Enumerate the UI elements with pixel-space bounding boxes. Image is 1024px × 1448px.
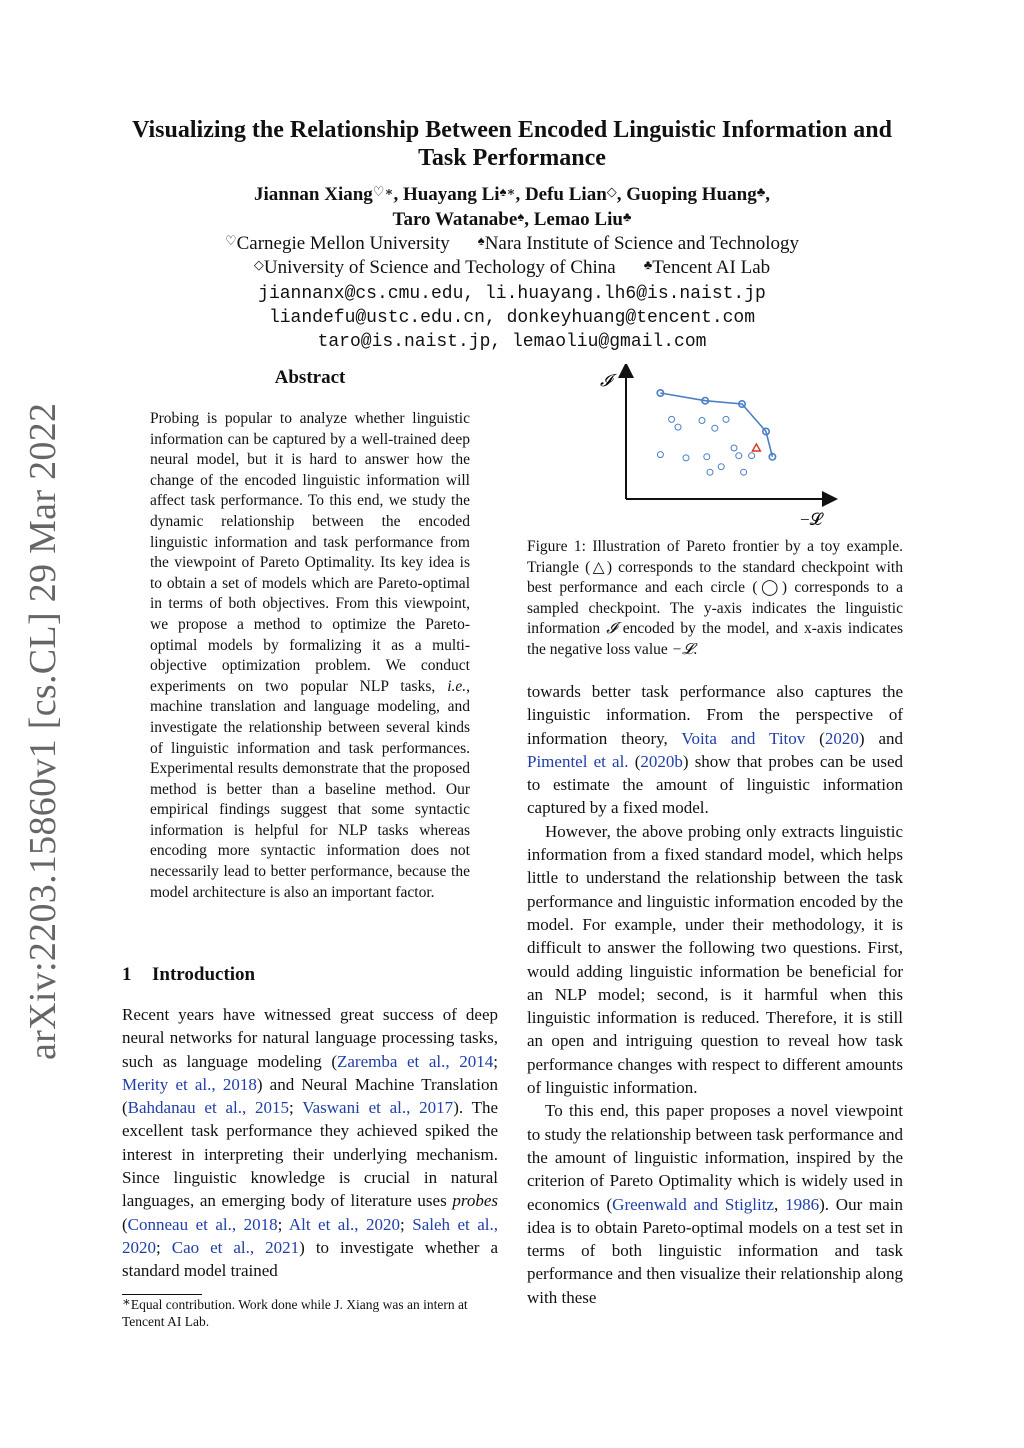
section-heading-introduction [122, 964, 255, 986]
citation-link[interactable]: 2020 [824, 728, 859, 748]
checkpoint-point [657, 452, 663, 458]
checkpoint-point [749, 453, 755, 459]
x-axis-label: −𝓛 [800, 510, 822, 529]
paragraph: However, the above probing only extracts linguistic information from a fixed standard model, which helps little to understand the relationship between the task performance and linguistic information encoded by the model. For example, under their methodology, it is difficult to answer the following two questions. First, would adding linguistic information be beneficial for an NLP model; second, is it harmful when this linguistic information is reduced. Therefore, it is still an open and intriguing question to reveal how task performance changes with respect to different amounts of linguistic information. [527, 821, 903, 1098]
author-mark: ♣ [622, 209, 632, 224]
affiliation-mark: ♡ [224, 233, 237, 248]
pareto-frontier-line [660, 393, 772, 457]
checkpoint-point [741, 469, 747, 475]
email-line[interactable]: liandefu@ustc.edu.cn, donkeyhuang@tencent.com [268, 308, 756, 328]
affiliation-line-2 [110, 256, 914, 280]
citation-link[interactable]: Voita and Titov [681, 728, 806, 748]
standard-checkpoint-marker [752, 444, 760, 451]
citation-link[interactable]: Alt et al., 2020 [288, 1214, 401, 1234]
checkpoint-point [723, 416, 729, 422]
arxiv-stamp: arXiv:2203.15860v1 [cs.CL] 29 Mar 2022 [22, 402, 64, 1060]
citation-link[interactable]: Conneau et al., 2018 [127, 1214, 278, 1234]
footnote [122, 1296, 498, 1330]
footnote-text: Equal contribution. Work done while J. Xiang was an intern at Tencent AI Lab. [122, 1297, 468, 1329]
checkpoint-point [712, 425, 718, 431]
checkpoint-point [731, 445, 737, 451]
author-name: Huayang Li [402, 184, 500, 205]
checkpoint-point [707, 469, 713, 475]
affiliation-mark: ♣ [643, 257, 653, 272]
citation-link[interactable]: Merity et al., 2018 [122, 1074, 257, 1094]
affiliation-name: Tencent AI Lab [652, 257, 771, 278]
author-sep: , [524, 209, 534, 230]
affiliation-name: University of Science and Techology of China [263, 257, 616, 278]
author-line-2 [110, 207, 914, 232]
author-list [110, 182, 914, 232]
caption-symbol: −𝓛 [671, 640, 694, 658]
author-sep: , [616, 184, 627, 205]
citation-link[interactable]: 1986 [785, 1194, 820, 1214]
intro-paragraph: Recent years have witnessed great success of deep neural networks for natural language processing tasks, such as language modeling (Zaremba et al., 2014; Merity et al., 2018) and Neural Machine Translation (Bahdanau et al., 2015; Vaswani et al., 2017). The excellent task performance they achieved spiked the interest in interpreting their underlying mechanism. Since linguistic knowledge is crucial in natural languages, an emerging body of literature uses probes (Conneau et al., 2018; Alt et al., 2020; Saleh et al., 2020; Cao et al., 2021) to investigate whether a standard model trained [122, 1005, 499, 1281]
author-mark: ♠∗ [499, 184, 516, 199]
author-mark: ◇ [606, 184, 617, 199]
caption-symbol: 𝓘 [606, 620, 617, 638]
abstract-ie: i.e. [447, 677, 467, 695]
affiliation-name: Nara Institute of Science and Technology [484, 233, 800, 254]
citation-link[interactable]: Saleh et al., 2020 [122, 1214, 498, 1257]
checkpoint-point [736, 453, 742, 459]
author-sep: , [515, 184, 525, 205]
y-axis-label: 𝓘 [600, 371, 612, 390]
checkpoint-point [675, 424, 681, 430]
author-sep: , [765, 184, 770, 205]
checkpoint-point [699, 418, 705, 424]
author-name: Jiannan Xiang [254, 184, 373, 205]
checkpoint-point [669, 416, 675, 422]
author-name: Guoping Huang [626, 184, 757, 205]
checkpoint-point [718, 464, 724, 470]
author-name: Taro Watanabe [392, 209, 518, 230]
citation-link[interactable]: Greenwald and Stiglitz [612, 1194, 775, 1214]
affiliation-name: Carnegie Mellon University [236, 233, 450, 254]
affiliation-line-1 [110, 232, 914, 256]
author-line-1 [110, 182, 914, 207]
checkpoint-point [683, 455, 689, 461]
abstract-heading: Abstract [274, 367, 346, 388]
emphasis-probes: probes [452, 1191, 498, 1211]
section-number: 1 [122, 964, 132, 985]
author-name: Lemao Liu [533, 209, 623, 230]
citation-link[interactable]: Cao et al., 2021 [171, 1237, 300, 1257]
paragraph: To this end, this paper proposes a novel viewpoint to study the relationship between task performance and the amount of linguistic information, inspired by the criterion of Pareto Optimality which is widely used in economics (Greenwald and Stiglitz, 1986). Our main idea is to obtain Pareto-optimal models on a test set in terms of both linguistic information and task performance and then visualize their relationship along with these [527, 1101, 904, 1307]
affiliation-mark: ◇ [253, 257, 264, 272]
footnote-rule [122, 1294, 202, 1295]
affiliations [110, 232, 914, 280]
pareto-figure [590, 364, 840, 534]
citation-link[interactable]: Zaremba et al., 2014 [337, 1051, 494, 1071]
affiliation-mark: ♠ [477, 233, 485, 248]
author-sep: , [393, 184, 403, 205]
email-line[interactable]: taro@is.naist.jp, lemaoliu@gmail.com [317, 332, 707, 352]
email-line[interactable]: jiannanx@cs.cmu.edu, li.huayang.lh6@is.naist.jp [258, 284, 766, 304]
author-emails [110, 282, 914, 354]
right-column-body [527, 680, 903, 1309]
chart-marks [657, 390, 775, 475]
section-title: Introduction [152, 964, 256, 985]
paper-title: Visualizing the Relationship Between Encoded Linguistic Information and Task Performance [132, 117, 892, 171]
footnote-mark: ∗ [122, 1294, 131, 1309]
citation-link[interactable]: Pimentel et al. [527, 751, 629, 771]
abstract-text [150, 409, 470, 903]
checkpoint-point [704, 454, 710, 460]
paragraph: towards better task performance also captures the linguistic information. From the perspective of information theory, Voita and Titov (2020) and Pimentel et al. (2020b) show that probes can be used to estimate the amount of linguistic information captured by a fixed model. [527, 682, 903, 818]
author-mark: ♠ [517, 209, 525, 224]
author-mark: ♣ [756, 184, 766, 199]
abstract-part: , machine translation and language modeling, and investigate the relationship between several kinds of linguistic information and task performances. Experimental results demonstrate that the proposed method is better than a baseline method. Our empirical findings suggest that some syntactic information is helpful for NLP tasks whereas encoding more syntactic information does not necessarily lead to better performance, because the model architecture is also an important factor. [150, 677, 471, 901]
citation-link[interactable]: Bahdanau et al., 2015 [127, 1098, 290, 1118]
figure-caption: Figure 1: Illustration of Pareto frontier by a toy example. Triangle (△) corresponds to the standard checkpoint with best performance and each circle (◯) corresponds to a sampled checkpoint. The y-axis indicates the linguistic information 𝓘 encoded by the model, and x-axis indicates the negative loss value −𝓛. [527, 538, 903, 658]
citation-link[interactable]: 2020b [640, 751, 683, 771]
citation-link[interactable]: Vaswani et al., 2017 [302, 1098, 454, 1118]
abstract-part: Probing is popular to analyze whether linguistic information can be captured by a well-trained deep neural model, but it is hard to answer how the change of the encoded linguistic information will affect task performance. To this end, we study the dynamic relationship between the encoded linguistic information and task performance from the viewpoint of Pareto Optimality. Its key idea is to obtain a set of models which are Pareto-optimal in terms of both objectives. From this viewpoint, we propose a method to optimize the Pareto-optimal models by formalizing it as a multi-objective optimization problem. We conduct experiments on two popular NLP tasks, [150, 410, 470, 695]
author-mark: ♡∗ [372, 184, 394, 199]
author-name: Defu Lian [524, 184, 607, 205]
